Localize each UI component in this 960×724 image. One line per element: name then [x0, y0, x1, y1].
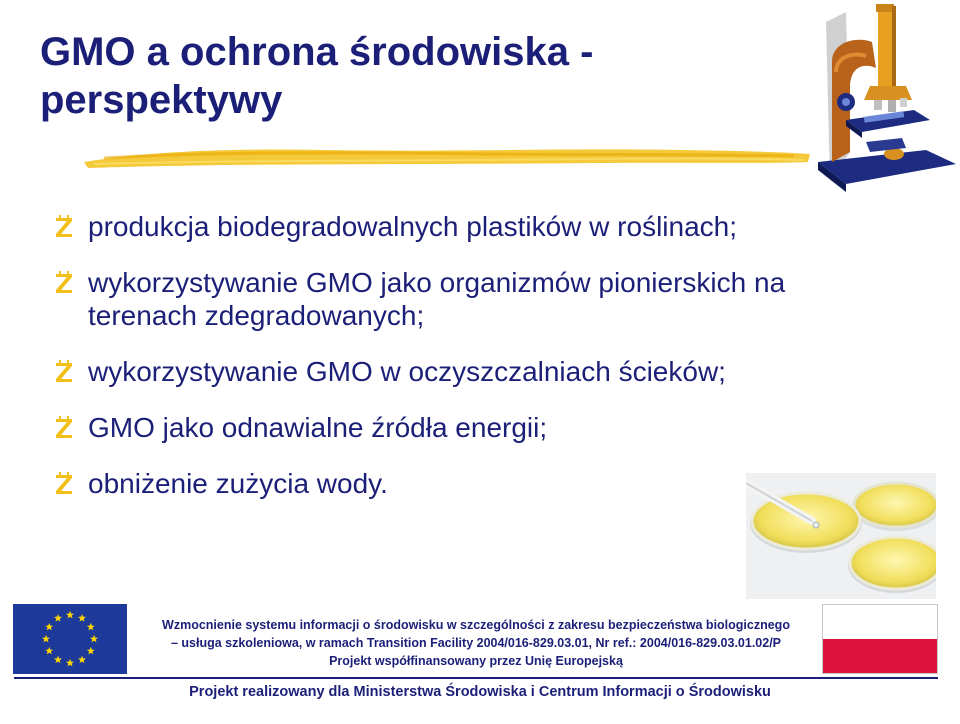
- bullet-item: [52, 355, 852, 388]
- bullet-text: wykorzystywanie GMO jako organizmów pionierskich na terenach zdegradowanych;: [88, 267, 786, 331]
- project-info-line: Wzmocnienie systemu informacji o środowisku w szczególności z zakresu bezpieczeństwa biologicznego: [162, 618, 790, 632]
- bullet-item: [52, 266, 852, 332]
- microscope-illustration: [806, 2, 956, 192]
- petri-dishes-photo: [746, 473, 936, 599]
- bullet-list: [52, 210, 852, 523]
- project-info: [138, 616, 814, 670]
- bullet-z-icon: [52, 469, 76, 497]
- project-info-line: – usługa szkoleniowa, w ramach Transition Facility 2004/016-829.03.01, Nr ref.: 2004/016-829.03.01.02/P: [170, 636, 782, 650]
- project-info-line: Projekt współfinansowany przez Unię Europejską: [329, 654, 623, 668]
- polish-flag: [822, 604, 938, 674]
- footer-bottom-text: Projekt realizowany dla Ministerstwa Środowiska i Centrum Informacji o Środowisku: [189, 684, 771, 700]
- flag-white-stripe: [823, 605, 937, 639]
- bullet-z-icon: [52, 212, 76, 240]
- footer-divider: [14, 677, 938, 679]
- bullet-z-icon: [52, 268, 76, 296]
- eu-flag: [13, 604, 127, 674]
- bullet-z-icon: [52, 357, 76, 385]
- bullet-text: produkcja biodegradowalnych plastików w roślinach;: [88, 211, 738, 242]
- bullet-z-icon: [52, 413, 76, 441]
- bullet-item: [52, 411, 852, 444]
- bullet-item: [52, 467, 852, 500]
- bullet-text: wykorzystywanie GMO w oczyszczalniach ścieków;: [88, 356, 726, 387]
- bullet-item: [52, 210, 852, 243]
- bullet-text: obniżenie zużycia wody.: [88, 468, 388, 499]
- slide-title: GMO a ochrona środowiska - perspektywy: [40, 30, 594, 122]
- flag-red-stripe: [823, 639, 937, 673]
- title-brush-underline: [84, 142, 810, 172]
- bullet-text: GMO jako odnawialne źródła energii;: [88, 412, 548, 443]
